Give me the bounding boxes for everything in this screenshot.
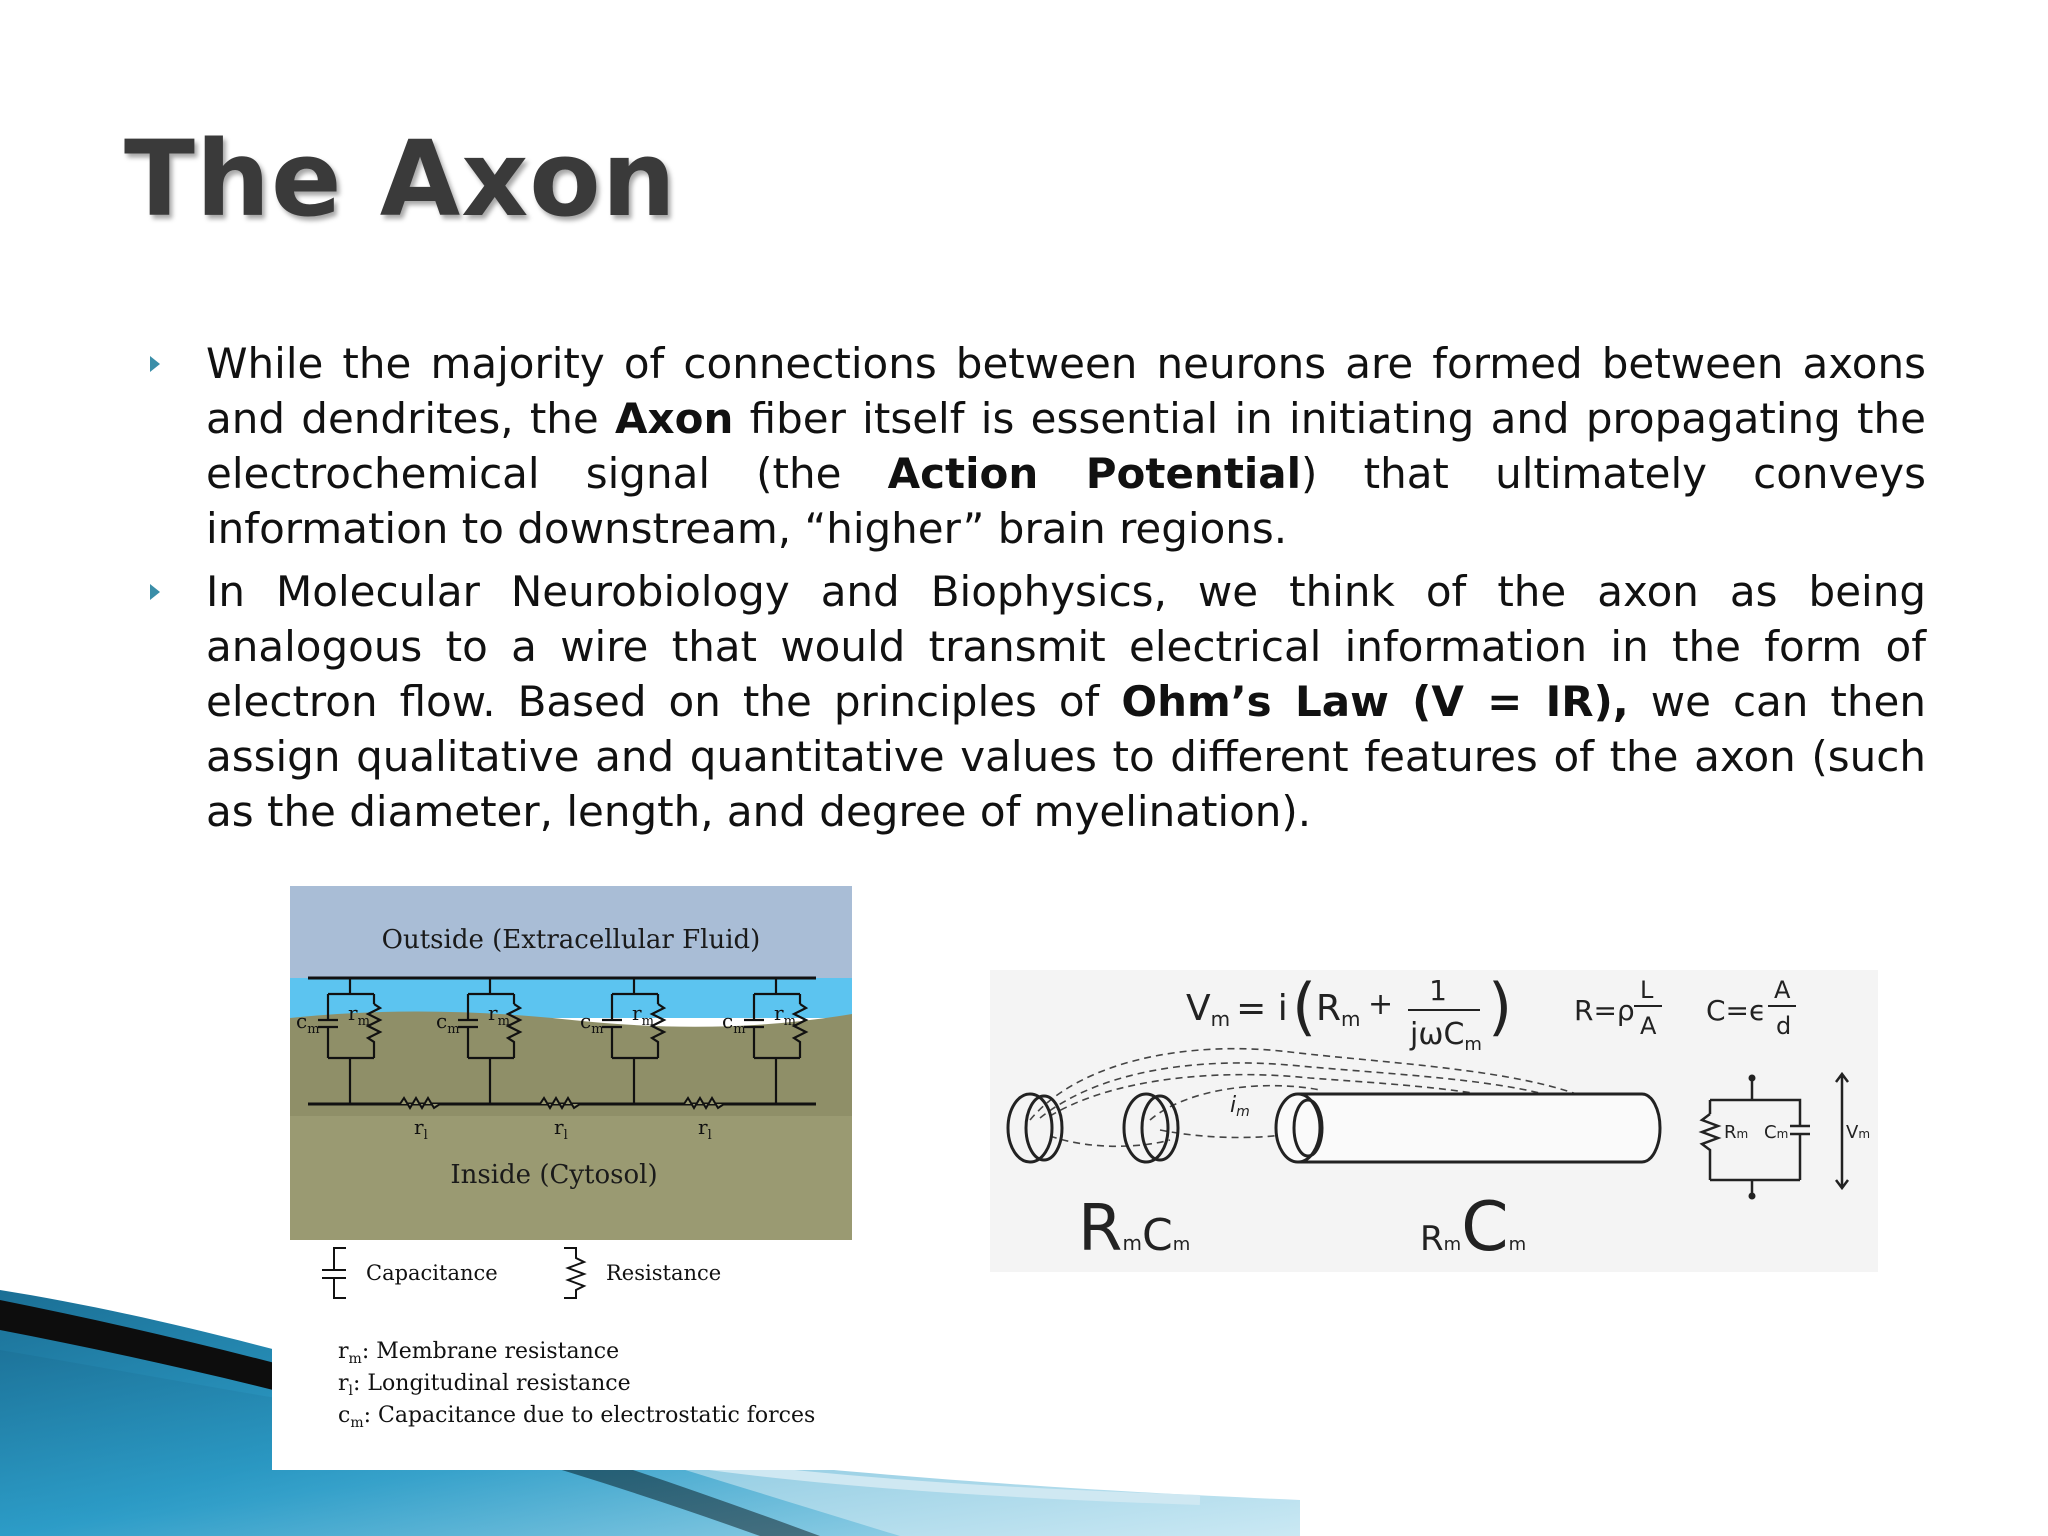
capacitance-legend-icon [322,1248,346,1298]
legend-capacitance: Capacitance [366,1261,498,1285]
inside-label: Inside (Cytosol) [450,1160,658,1190]
cm-label: $c_m$ [296,1009,320,1037]
bullet-list [150,336,1926,847]
bullet-text: ) that ultimately conveys information to downstream, “higher” brain regions. [206,449,1926,553]
axon-ring-1 [1008,1094,1062,1162]
equation-denominator: jωC$_m$ [1410,1017,1482,1055]
rc-label-left: RmCm [1078,1192,1191,1266]
outside-label: Outside (Extracellular Fluid) [381,925,761,955]
rm-label: $r_m$ [488,1001,510,1029]
cm-label: $c_m$ [436,1009,460,1037]
equation-paren-left: ( [1292,970,1317,1043]
slide-title: The Axon [124,118,677,240]
rl-label: $r_l$ [554,1115,568,1143]
bullet-item [150,564,1926,839]
cable-sketch [990,970,1878,1272]
cable-model-figure [990,970,1878,1272]
equation-rm: Rm [1316,988,1361,1031]
bullet-bold-term: Ohm’s Law (V = IR), [1121,677,1629,726]
rm-label: $r_m$ [632,1001,654,1029]
def-rm-line: $r_m$: Membrane resistance [338,1339,620,1367]
bullet-text: we can then assign qualitative and quantitative values to different features of the axon (such as the diameter, length, and degree of myelination). [206,677,1926,836]
resistance-legend-icon [564,1248,584,1298]
box-cm-label: Cm [1764,1122,1789,1143]
equation-plus: + [1368,987,1394,1022]
bullet-text: While the majority of connections between neurons are formed between axons and dendrites, the [206,339,1926,443]
bullet-text: fiber itself is essential in initiating and propagating the electrochemical signal (the [206,394,1926,498]
rm-label: $r_m$ [348,1001,370,1029]
def-cm-line: $c_m$: Capacitance due to electrostatic forces [338,1403,816,1431]
def-rl-line: $r_l$: Longitudinal resistance [338,1371,631,1399]
r-numerator: L [1640,976,1654,1004]
circuit-diagram [272,886,870,1470]
box-rm-label: Rm [1724,1122,1749,1143]
c-numerator: A [1774,976,1791,1004]
equation-vm: Vm = i [1186,988,1288,1031]
equation-numerator: 1 [1429,974,1447,1007]
legend-resistance: Resistance [606,1261,722,1285]
bullet-arrow-icon [150,584,160,600]
bullet-item [150,336,1926,556]
rl-label: $r_l$ [414,1115,428,1143]
rc-label-middle: RmCm [1420,1188,1527,1267]
bullet-bold-term: Action Potential [887,449,1302,498]
bullet-bold-term: Axon [615,394,734,443]
cm-label: $c_m$ [722,1009,746,1037]
bullet-arrow-icon [150,356,160,372]
r-denominator: A [1640,1012,1657,1040]
cm-label: $c_m$ [580,1009,604,1037]
rl-label: $r_l$ [698,1115,712,1143]
axon-ring-2 [1124,1094,1178,1162]
bullet-text: In Molecular Neurobiology and Biophysics, we think of the axon as being analogous to a wire that would transmit electrical information in the form of electron flow. Based on the principles of [206,567,1926,726]
axon-circuit-figure [272,886,870,1470]
membrane-current-label: im [1230,1093,1250,1120]
box-vm-label: Vm [1846,1122,1871,1143]
capacitance-formula: C=ϵ [1706,994,1767,1027]
equation-paren-right: ) [1488,970,1513,1043]
rm-label: $r_m$ [774,1001,796,1029]
axon-cylinder [1276,1094,1660,1162]
resistance-formula: R=ρ [1574,994,1635,1027]
c-denominator: d [1776,1012,1792,1040]
